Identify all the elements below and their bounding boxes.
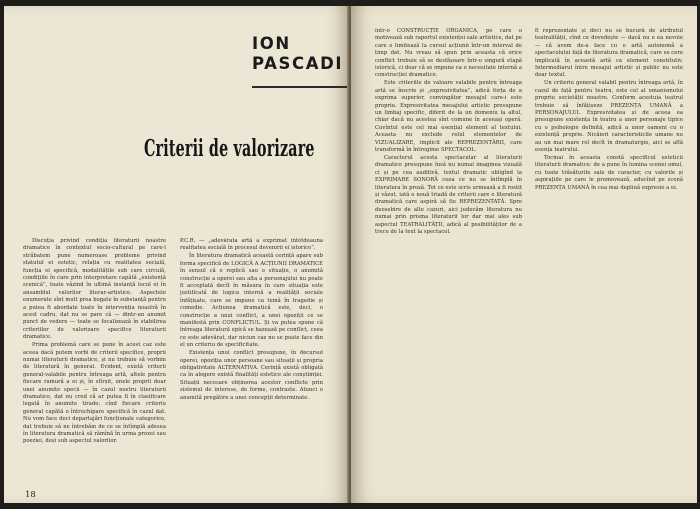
paragraph: Un criteriu general valabil pentru întreaga artă, în cazul de față pentru teatru, este cel al umanismului propriu societății noastre. Conform acestuia teatrul trebuie să înfățișeze PREZENȚA UMANĂ a PERSONAJULUI. Expresivitatea și de aceea ea presupune existența în teatru a unor personaje tipice cu o psihologie definită, adică a unor oameni cu o existență proprie. Nicăieri caracteristicile umane nu au un mai mare rol decît în dramaturgie, aici se află esența teatrului. — [535, 80, 683, 153]
paragraph: Existența unui conflict presupune, în decursul operei, opoziția unor persoane sau situații și propria obligativitate ALTERNATIVA. Cerință există obligată ca în alegere există finalități estetice ale conștiinței. Situații necesare obținerea acestor conflicte prin sistemul de interese, de forme, contraste. Atunci o anumită pregătire a unei concepții determinate. — [180, 350, 323, 401]
author-name: ION PASCADI — [252, 34, 344, 73]
paragraph: Este criteriile de valoare valabile pentru întreaga artă se înscrie și „expresivitatea”, adică forța de a exprima superior, convingător mesajul care-i este propriu. Expresivitatea mesajului artistic presupune un limbaj specific, diferit de la un domeniu la altul, chiar dacă nu acestea sînt comune în aceeași operă. Cuvîntul este cel mai esențial element al textului. Aceasta nu exclude rolul elementelor de VIZUALIZARE, implicit ale REPREZENTĂRII, care transformă în întregime SPECTACOL. — [375, 80, 522, 153]
paragraph: Tocmai în aceasta constă specificul esteticii literaturii dramatice: de a pune în lumina scenei omul, cu toate trăsăturile sale de caracter, cu valorile și aspirațiile pe care le promovează, aducînd pe scenă PREZENȚA UMANĂ în cea mai deplină expresie a ei. — [535, 154, 683, 191]
left-page-column-1 — [23, 238, 166, 474]
paragraph: Caracterul acesta spectacular al literaturii dramatice presupune însă nu numai imaginea vizuală ci și pe cea auditivă, textul dramatic obligînd la EXPRIMARE SONORĂ ceea ce nu se întîmplă în literatura în proză. Tot ce este scris urmează a fi rostit și văzut, iată o nouă triadă de criterii care o literatură dramatică care aspiră să fie REPREZENTATĂ. Spre deosebire de alte cazuri, aici judecăm literatura nu numai prin prisma literaturii lor dar mai ales sub aspectul TEATRALITĂȚII, adică al posibilităților de a trece de la text la spectacol. — [375, 154, 522, 235]
paragraph: P.C.R. — „adevărata artă a exprimat întotdeauna realitatea socială în procesul devenirii ei istorice”. — [180, 238, 323, 252]
paragraph: Prima problemă care se pune în acest caz este aceea dacă putem vorbi de criterii specifice, proprii numai literaturii dramatice, și nu trebuie să vorbim de literatură în general. Evident, există criterii general-valabile pentru întreaga artă, altele pentru fiecare ramură a ei și, în sfîrșit, unele proprii doar unei anumite specii — în cazul nostru literaturii dramatice, dat nu cred că ar putea fi în clasificare legată în anumite tirade; cînd fiecare criteriu general capătă o întruchipare specifică în cazul dat. Nu vom face deci departajări funcționale categorice, dat trebuie să ne întrebăm de ce se întîmplă adesea în literatura dramatică să rămînă în urma prozei sau poeziei, deși sub aspectul valorilor. — [23, 342, 166, 445]
article-title-text: Criterii de valorizare — [144, 135, 315, 162]
left-page — [4, 6, 349, 503]
left-page-column-2 — [180, 238, 323, 484]
right-page — [351, 6, 697, 503]
paragraph: fi reprezentate și deci nu se bucură de atributul teatralității, cînd ce dovedește — dacă nu e ea nevoie — că avem de-a face cu o artă autonomă a spectacolului față de literatura dramatică, care se cere implicată în această artă ca element constitutiv. Intermediarul între mesajul artistic și public nu este doar textul. — [535, 28, 683, 79]
right-page-column-2 — [535, 28, 683, 480]
title-rule — [252, 86, 349, 88]
paragraph: Discuția privind condiția literaturii noastre dramatice în contextul socio-cultural pe care-l străbatem pune numeroase probleme privind statutul ei estetic, relația cu realitatea socială, funcția ei specifică, modalitățile sub care circulă, condițiile în care prin interpretare capătă „existență scenică”, toate văzind în ultimă instanță locul ei în ansamblul valorilor literar-artistice. Aspectele enumerate sînt mult prea bogate în substanță pentru a putea fi abordate toate în intervenția noastră în acest cadru, dat nu se pare că — dintr-un anumit punct de vedere — toate se focalizează în stabilirea criteriilor de valorizare specifice literaturii dramatice. — [23, 238, 166, 341]
paragraph: într-o CONSTRUCȚIE ORGANICĂ, pe care o motivează sub raportul existenței sale artistice, dat pe care o limitează la cursul acțiunii într-un interval de timp dat. Nu vreau să spun prin aceasta că orice conflict trebuie să se desfășoare într-o singură etapă istorică, ci doar că se impune ca o necesitate internă a construcției dramatice. — [375, 28, 522, 79]
page-number: 18 — [25, 490, 36, 500]
right-page-column-1 — [375, 28, 522, 498]
article-title — [144, 135, 349, 169]
paragraph: În literatura dramatică această cerință apare sub forma specifică de LOGICĂ A ACȚIUNII DRAMATICE în sensul că o replică sau o situație, o anumită construcție a operei sau alta a personajului nu poate fi acceptată decît în măsura în care situația este justificată de logica internă a realității sociale înfățișate, care se impune ca temă în tragedie și comedie. Actiunea dramatică este, deci, o construcție a unui conflict, a unei opoziții ce se manifestă prin CONFLICTUL. Și va putea spune că întreaga literatură epică se bazează pe conflict, ceea ce este adevărat, dar niciun caz nu se poate face din el un criteriu de specificitate. — [180, 253, 323, 349]
